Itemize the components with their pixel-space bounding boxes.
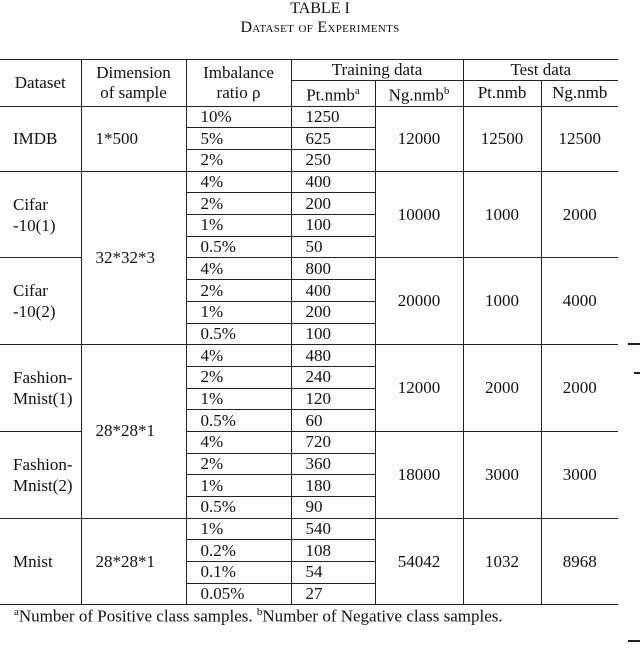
imbalance-ratio-cell: 2% [186,193,291,215]
imbalance-ratio-cell: 0.5% [186,497,291,519]
table-row [0,345,618,367]
train-pt-cell: 54 [291,562,375,584]
train-ng-cell: 54042 [375,518,463,605]
train-pt-cell: 720 [291,431,375,453]
header-row-1 [0,60,618,81]
train-pt-cell: 100 [291,323,375,345]
dataset-cell [0,171,81,258]
header-dataset: Dataset [0,60,81,107]
dataset-cell [0,106,81,171]
dataset-table [0,59,618,605]
test-ng-cell: 2000 [541,345,618,432]
header-imbalance-line1: Imbalance [203,62,274,82]
imbalance-ratio-cell: 2% [186,366,291,388]
footnote-a-mark: a [14,606,19,618]
train-pt-cell: 540 [291,518,375,540]
edge-mark [628,640,640,642]
test-ng-cell: 3000 [541,431,618,518]
test-pt-cell: 2000 [463,345,541,432]
dataset-name-part: -10(2) [13,302,56,322]
imbalance-ratio-cell: 1% [186,388,291,410]
test-pt-cell: 3000 [463,431,541,518]
test-pt-cell: 1000 [463,171,541,258]
train-pt-cell: 400 [291,280,375,302]
table-footnote [14,606,503,627]
train-pt-cell: 90 [291,497,375,519]
header-training: Training data [291,60,463,81]
edge-mark [634,372,640,374]
table-row [0,518,618,540]
test-ng-cell: 12500 [541,106,618,171]
test-pt-cell: 1000 [463,258,541,345]
dataset-name-part: Cifar [13,281,48,301]
train-ng-cell: 18000 [375,431,463,518]
train-ng-cell: 10000 [375,171,463,258]
imbalance-ratio-cell: 2% [186,150,291,172]
header-train-pt-label: Pt.nmb [306,85,355,105]
dimension-cell: 32*32*3 [81,171,186,345]
table-body [0,106,618,605]
dataset-name-part: Fashion- [13,454,73,474]
train-pt-cell: 108 [291,540,375,562]
header-train-ng [375,81,463,107]
test-pt-cell: 12500 [463,106,541,171]
train-pt-cell: 480 [291,345,375,367]
imbalance-ratio-cell: 5% [186,128,291,150]
imbalance-ratio-cell: 10% [186,106,291,128]
dataset-cell [0,258,81,345]
imbalance-ratio-cell: 0.1% [186,562,291,584]
train-pt-cell: 800 [291,258,375,280]
footnote-a-text: Number of Positive class samples. [18,606,253,626]
train-pt-cell: 180 [291,475,375,497]
header-dimension-line2: of sample [100,82,167,102]
test-ng-cell: 8968 [541,518,618,605]
imbalance-ratio-cell: 0.2% [186,540,291,562]
train-ng-cell: 12000 [375,345,463,432]
header-imbalance [186,60,291,107]
header-test-ng: Ng.nmb [541,81,618,107]
train-pt-cell: 27 [291,583,375,605]
dataset-name-part: -10(1) [13,215,56,235]
imbalance-ratio-cell: 1% [186,475,291,497]
edge-mark [628,343,640,345]
train-pt-cell: 50 [291,236,375,258]
train-pt-cell: 60 [291,410,375,432]
imbalance-ratio-cell: 2% [186,280,291,302]
train-pt-cell: 100 [291,215,375,237]
imbalance-ratio-cell: 4% [186,345,291,367]
test-ng-cell: 2000 [541,171,618,258]
train-pt-cell: 400 [291,171,375,193]
train-pt-cell: 360 [291,453,375,475]
table-number: TABLE I [290,0,350,17]
imbalance-ratio-cell: 2% [186,453,291,475]
header-imbalance-line2: ratio ρ [216,82,261,102]
dataset-name-part: IMDB [13,129,58,149]
dimension-cell: 1*500 [81,106,186,171]
dimension-cell: 28*28*1 [81,345,186,519]
imbalance-ratio-cell: 4% [186,171,291,193]
test-ng-cell: 4000 [541,258,618,345]
table-row [0,171,618,193]
train-pt-cell: 1250 [291,106,375,128]
train-ng-cell: 12000 [375,106,463,171]
footnote-b-text: Number of Negative class samples. [262,606,503,626]
imbalance-ratio-cell: 0.5% [186,323,291,345]
header-train-ng-label: Ng.nmb [388,85,444,105]
train-pt-cell: 200 [291,193,375,215]
dataset-cell [0,518,81,605]
table-title: Dataset of Experiments [240,19,400,36]
footnote-mark-a: a [354,85,360,97]
footnote-mark-b: b [443,85,450,97]
imbalance-ratio-cell: 0.5% [186,236,291,258]
train-pt-cell: 250 [291,150,375,172]
train-pt-cell: 240 [291,366,375,388]
table-row [0,106,618,128]
imbalance-ratio-cell: 4% [186,431,291,453]
dataset-name-part: Cifar [13,194,48,214]
header-dimension-line1: Dimension [96,62,171,82]
imbalance-ratio-cell: 1% [186,215,291,237]
imbalance-ratio-cell: 1% [186,518,291,540]
dataset-cell [0,345,81,432]
train-pt-cell: 120 [291,388,375,410]
imbalance-ratio-cell: 0.05% [186,583,291,605]
header-train-pt [291,81,375,107]
dimension-cell: 28*28*1 [81,518,186,605]
header-test: Test data [463,60,618,81]
dataset-name-part: Fashion- [13,368,73,388]
imbalance-ratio-cell: 4% [186,258,291,280]
dataset-name-part: Mnist(2) [13,475,73,495]
dataset-cell [0,431,81,518]
train-pt-cell: 200 [291,301,375,323]
footnote-b-mark: b [256,606,263,618]
header-test-pt: Pt.nmb [463,81,541,107]
dataset-name-part: Mnist(1) [13,389,73,409]
train-ng-cell: 20000 [375,258,463,345]
dataset-name-part: Mnist [13,552,53,572]
train-pt-cell: 625 [291,128,375,150]
test-pt-cell: 1032 [463,518,541,605]
imbalance-ratio-cell: 0.5% [186,410,291,432]
header-dimension [81,60,186,107]
imbalance-ratio-cell: 1% [186,301,291,323]
